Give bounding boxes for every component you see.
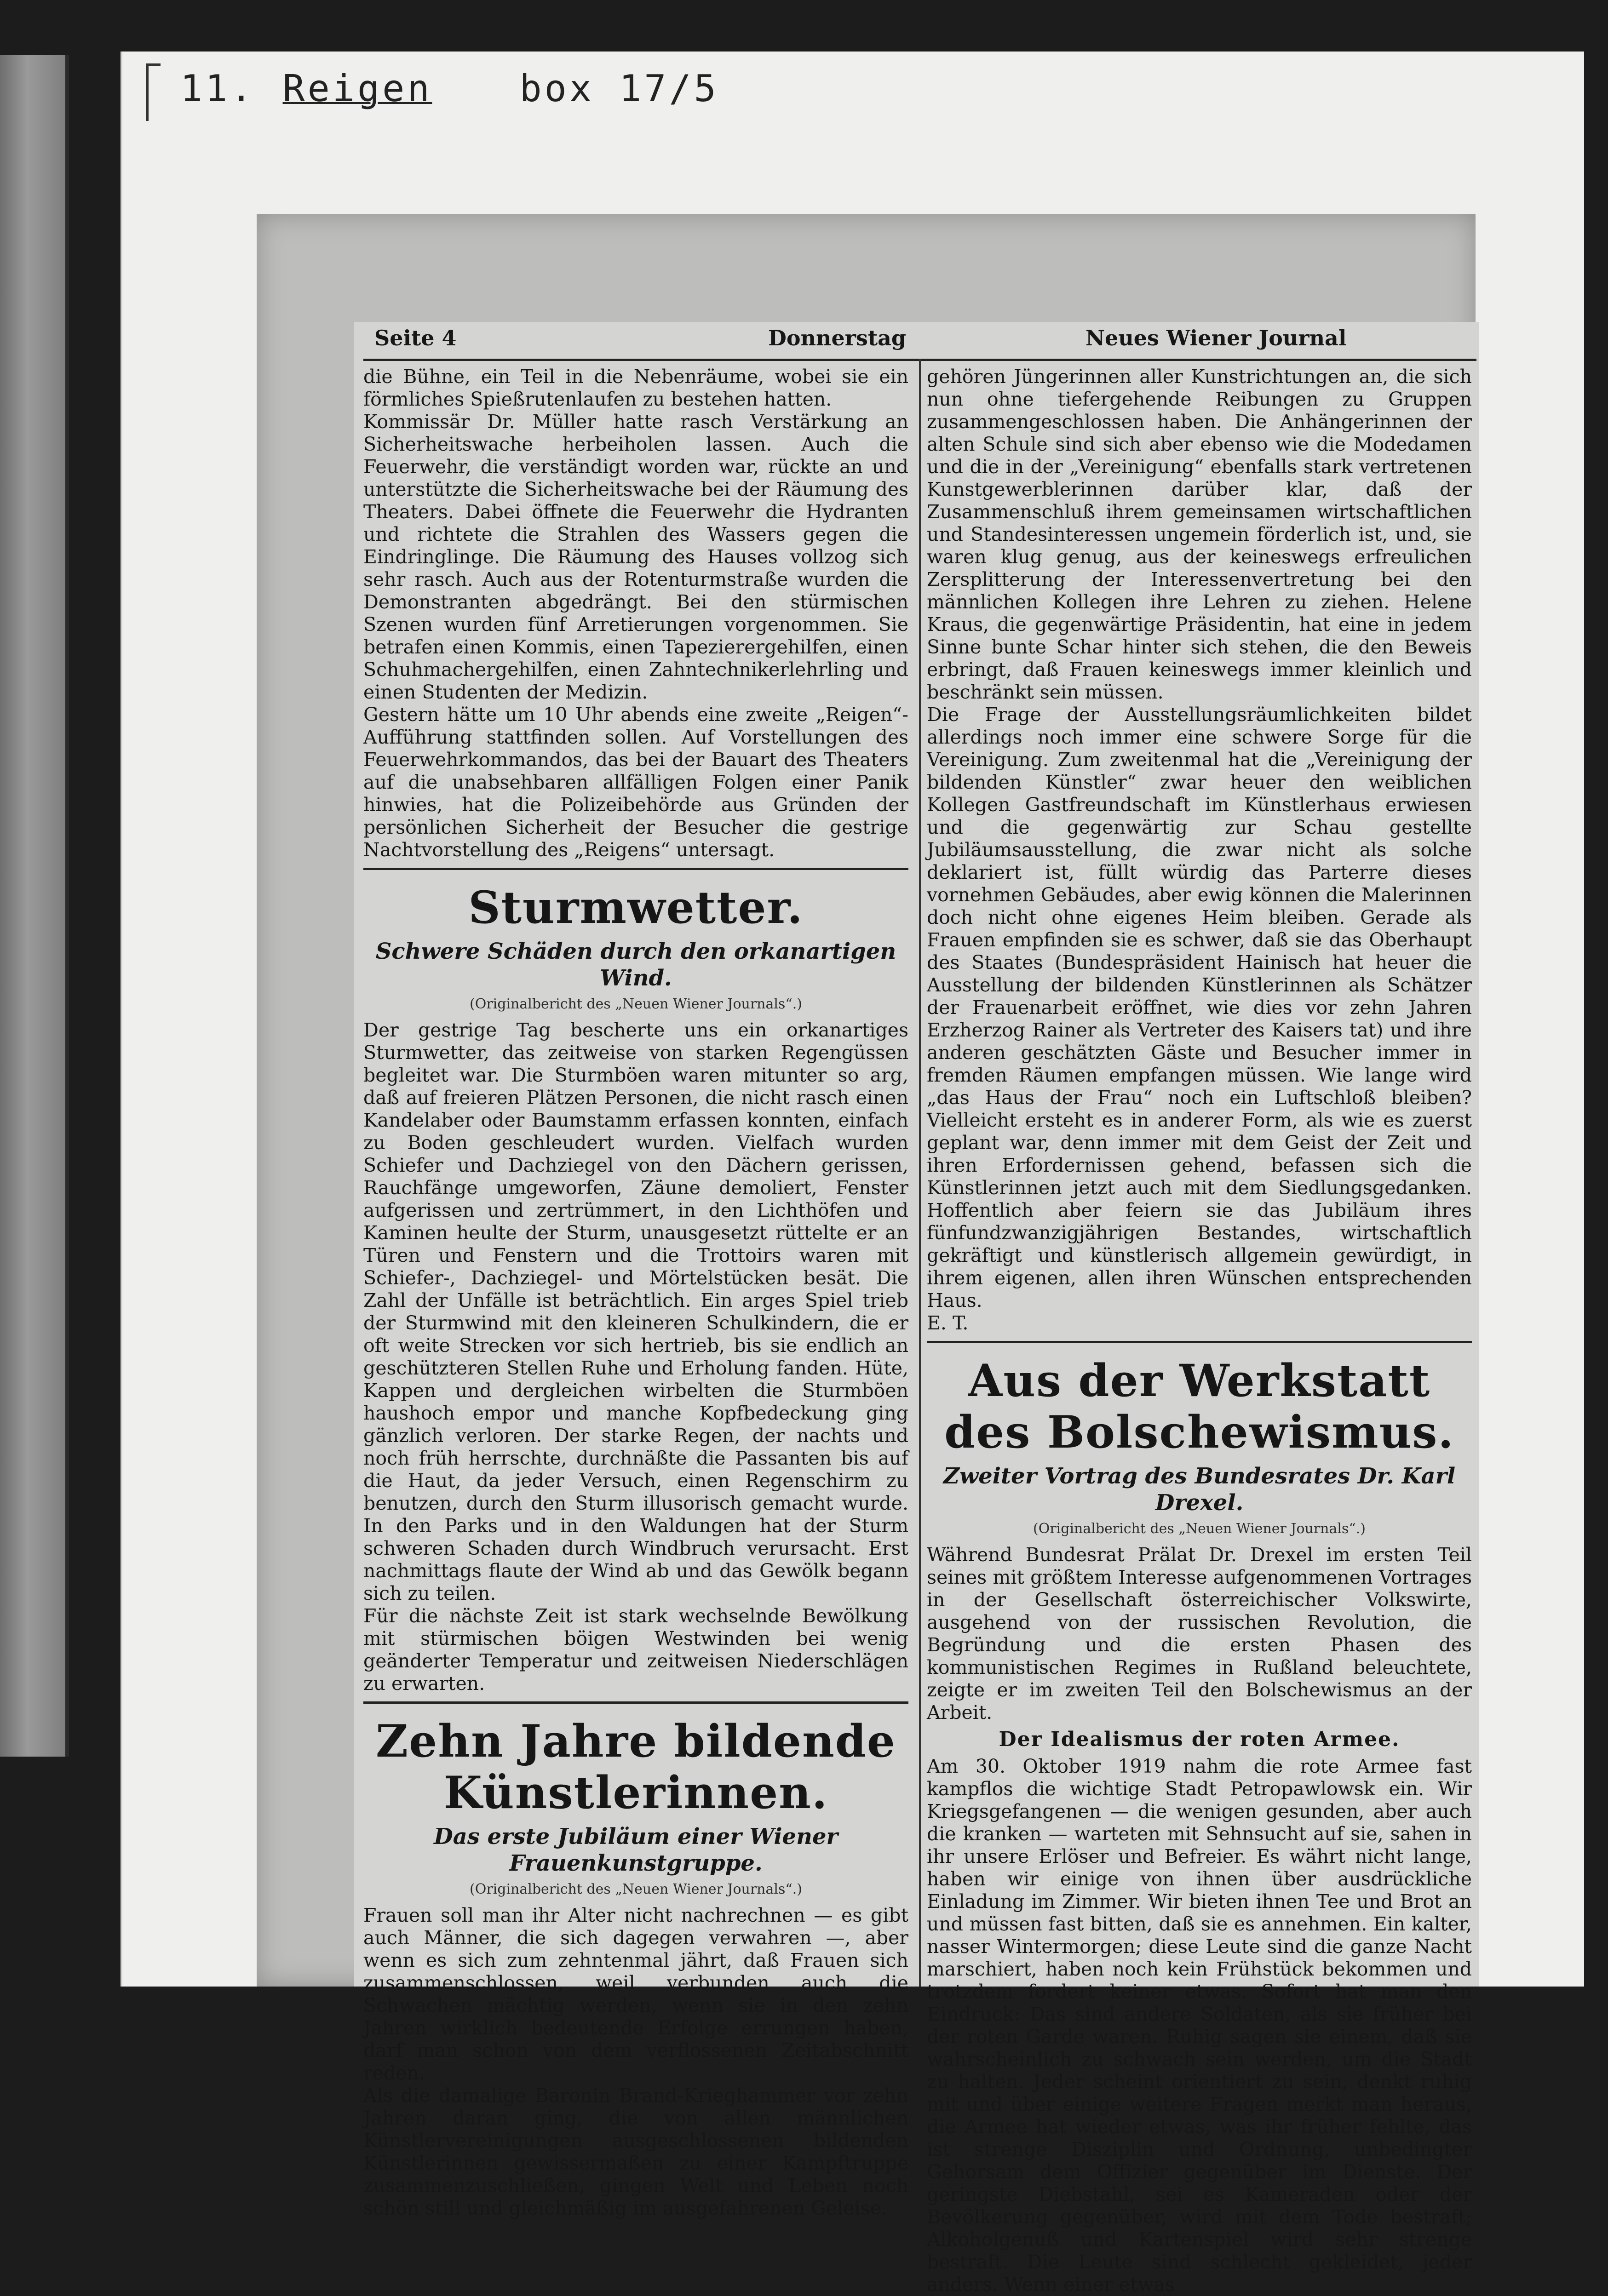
paragraph: Kommissär Dr. Müller hatte rasch Verstärkung an Sicherheitswache herbeiholen lassen. Auch die Feuerwehr, die verständigt worden war, rückte an und unterstützte die Sicherheitswache bei der Räumung des Theaters. Dabei öffnete die Feuerwehr die Hydranten und richtete die Strahlen des Wassers gegen die Eindringlinge. Die Räumung des Hauses vollzog sich sehr rasch. Auch aus der Rotenturmstraße wurden die Demonstranten abgedrängt. Bei den stürmischen Szenen wurden fünf Arretierungen vorgenommen. Sie betrafen einen Kommis, einen Tapezierergehilfen, einen Schuhmachergehilfen, einen Zahntechnikerlehrling und einen Studenten der Medizin.	[363, 411, 908, 703]
paragraph: Die Frage der Ausstellungsräumlichkeiten bildet allerdings noch immer eine schwere Sorge für die Vereinigung. Zum zweitenmal hat die „Vereinigung der bildenden Künstler“ zwar heuer den weiblichen Kollegen Gastfreundschaft im Künstlerhaus erwiesen und die gegenwärtig zur Schau gestellte Jubiläumsausstellung, die zwar nicht als solche deklariert ist, füllt würdig das Parterre dieses vornehmen Gebäudes, aber ewig können die Malerinnen doch nicht ohne eigenes Heim bleiben. Gerade als Frauen empfinden sie es schwer, daß sie das Oberhaupt des Staates (Bundespräsident Hainisch hat heuer die Ausstellung der bildenden Künstlerinnen als Schätzer der Frauenarbeit eröffnet, wie dies vor zehn Jahren Erzherzog Rainer als Vertreter des Kaisers tat) und ihre anderen geschätzten Gäste und Besucher immer in fremden Räumen empfangen müssen. Wie lange wird „das Haus der Frau“ noch ein Luftschloß bleiben? Vielleicht ersteht es in anderer Form, als wie es zuerst geplant war, denn immer mit dem Geist der Zeit und ihren Erfordernissen gehend, befassen sich die Künstlerinnen jetzt auch mit dem Siedlungsgedanken. Hoffentlich aber feiern sie das Jubiläum ihres fünfundzwanzigjährigen Bestandes, wirtschaftlich gekräftigt und künstlerisch allgemein gewürdigt, in ihrem eigenen, allen ihren Wünschen entsprechenden Haus.	[927, 704, 1472, 1311]
paragraph: Gestern hätte um 10 Uhr abends eine zweite „Reigen“-Aufführung stattfinden sollen. Auf Vorstellungen des Feuerwehrkommandos, das bei der Bauart des Theaters auf die unabsehbaren allfälligen Folgen einer Panik hinwies, hat die Polizeibehörde aus Gründen der persönlichen Sicherheit der Besucher die gestrige Nachtvorstellung des „Reigens“ untersagt.	[363, 704, 908, 861]
article-credit: (Originalbericht des „Neuen Wiener Journals“.)	[1033, 1521, 1366, 1537]
paragraph: Am 30. Oktober 1919 nahm die rote Armee fast kampflos die wichtige Stadt Petropawlowsk ein. Wir Kriegsgefangenen — die wenigen gesunden, aber auch die kranken — warteten mit Sehnsucht auf sie, sahen in ihr unsere Erlöser und Befreier. Es währt nicht lange, haben wir einige von ihnen über ausdrückliche Einladung im Zimmer. Wir bieten ihnen Tee und Brot an und müssen fast bitten, daß sie es annehmen. Ein kalter, nasser Wintermorgen; diese Leute sind die ganze Nacht marschiert, haben noch kein Frühstück bekommen und trotzdem fordert keiner etwas. Sofort hat man den Eindruck: Das sind andere Soldaten, als sie früher bei der roten Garde waren. Ruhig sagen sie einem, daß sie wahrscheinlich zu schwach sein werden, um die Stadt zu halten. Jeder scheint orientiert zu sein, denkt ruhig mit und über einige weitere Fragen merkt man heraus, die Armee hat wieder etwas, was ihr früher fehlte, das ist strenge Disziplin und Ordnung, unbedingter Gehorsam dem Offizier gegenüber im Dienste. Der geringste Diebstahl, sei es Kameraden oder der Bevölkerung gegenüber, wird mit dem Tode bestraft; Alkoholgenuß und Kartenspiel wird sehr strenge bestraft. Die Leute sind schlecht gekleidet, jeder anders. Wenn einer etwas	[927, 1755, 1472, 2296]
article-headline: Sturmwetter.	[468, 882, 804, 933]
article-subhead: Zweiter Vortrag des Bundesrates Dr. Karl Drexel.	[943, 1463, 1456, 1516]
article-subhead: Schwere Schäden durch den orkanartigen Wind.	[375, 939, 896, 991]
section-rule	[363, 868, 908, 870]
article-headline: Aus der Werkstatt des Bolschewismus.	[944, 1355, 1454, 1458]
section-rule	[363, 1701, 908, 1704]
paragraph: Als die damalige Baronin Brand-Krieghammer vor zehn Jahren daran ging, die von allen männlichen Künstlervereinigungen ausgeschlossenen bildenden Künstlerinnen gewissermaßen zu einer Kampftruppe zusammenzuschließen, gingen Welt und Leben noch schön still und gleichmäßig im ausgefahrenen Geleise.	[363, 2084, 908, 2219]
article-credit: (Originalbericht des „Neuen Wiener Journals“.)	[470, 1881, 802, 1897]
masthead-paper: Neues Wiener Journal	[1085, 326, 1347, 350]
newspaper-page	[354, 322, 1479, 2296]
section-rule	[927, 1341, 1472, 1343]
article-headline: Zehn Jahre bildende Künstlerinnen.	[376, 1715, 896, 1819]
adjacent-card-edge	[0, 55, 69, 1757]
paragraph: die Bühne, ein Teil in die Nebenräume, wobei sie ein förmliches Spießrutenlaufen zu bestehen hatten.	[363, 366, 908, 410]
article-credit: (Originalbericht des „Neuen Wiener Journals“.)	[470, 996, 802, 1012]
article-subhead: Das erste Jubiläum einer Wiener Frauenkunstgruppe.	[434, 1824, 838, 1876]
page-number: Seite 4	[374, 326, 457, 350]
right-column	[927, 366, 1472, 2296]
card-number: 11.	[180, 67, 255, 110]
card-corner-mark	[146, 63, 161, 121]
masthead-day: Donnerstag	[768, 326, 907, 350]
column-rule	[919, 359, 921, 1987]
card-label	[180, 67, 719, 110]
paragraph: Der gestrige Tag bescherte uns ein orkanartiges Sturmwetter, das zeitweise von starken Regengüssen begleitet war. Die Sturmböen waren mitunter so arg, daß auf freieren Plätzen Personen, die nicht rasch einen Kandelaber oder Baumstamm erfassen konnten, einfach zu Boden geschleudert wurden. Vielfach wurden Schiefer und Dachziegel von den Dächern gerissen, Rauchfänge umgeworfen, Zäune demoliert, Fenster aufgerissen und zertrümmert, in den Lichthöfen und Kaminen heulte der Sturm, unausgesetzt rüttelte er an Türen und Fenstern und die Trottoirs waren mit Schiefer-, Dachziegel- und Mörtelstücken besät. Die Zahl der Unfälle ist beträchtlich. Ein arges Spiel trieb der Sturmwind mit den kleineren Schulkindern, die er oft weite Strecken vor sich hertrieb, bis sie endlich an geschützteren Stellen Ruhe und Erholung fanden. Hüte, Kappen und dergleichen wirbelten die Sturmböen haushoch empor und manche Kopfbedeckung ging gänzlich verloren. Der starke Regen, der nachts und noch früh herrschte, durchnäßte die Passanten bis auf die Haut, da jeder Versuch, einen Regenschirm zu benutzen, durch den Sturm illusorisch gemacht wurde. In den Parks und in den Waldungen hat der Sturm schweren Schaden durch Windbruch verursacht. Erst nachmittags flaute der Wind ab und das Gewölk begann sich zu teilen.	[363, 1019, 908, 1604]
paragraph: Während Bundesrat Prälat Dr. Drexel im ersten Teil seines mit größtem Interesse aufgenommenen Vortrages in der Gesellschaft österreichischer Volkswirte, ausgehend von der russischen Revolution, die Begründung und die ersten Phasen des kommunistischen Regimes in Rußland beleuchtete, zeigte er im zweiten Teil den Bolschewismus an der Arbeit.	[927, 1544, 1472, 1723]
paragraph: gehören Jüngerinnen aller Kunstrichtungen an, die sich nun ohne tiefergehende Reibungen zu Gruppen zusammengeschlossen haben. Die Anhängerinnen der alten Schule sind sich aber ebenso wie die Modedamen und die in der „Vereinigung“ ebenfalls stark vertretenen Kunstgewerblerinnen darüber klar, daß der Zusammenschluß ihrem gemeinsamen wirtschaftlichen und Standesinteressen ungemein förderlich ist, und, sie waren klug genug, aus der keineswegs erfreulichen Zersplitterung der Interessenvertretung bei den männlichen Kollegen ihre Lehren zu ziehen. Helene Kraus, die gegenwärtige Präsidentin, hat eine in jedem Sinne bunte Schar hinter sich stehen, die den Beweis erbringt, daß Frauen keineswegs immer kleinlich und beschränkt sein müssen.	[927, 366, 1472, 703]
left-column	[363, 366, 908, 2219]
article-signature: E. T.	[927, 1312, 969, 1334]
article-crosshead: Der Idealismus der roten Armee.	[999, 1728, 1400, 1751]
masthead	[363, 326, 1476, 358]
card-title: Reigen	[282, 67, 432, 110]
paragraph: Frauen soll man ihr Alter nicht nachrechnen — es gibt auch Männer, die sich dagegen verwahren —, aber wenn es sich zum zehntenmal jährt, daß Frauen sich zusammenschlossen, weil verbunden auch die Schwachen mächtig werden, wenn sie in den zehn Jahren wirklich bedeutende Erfolge errungen haben, darf man schon von dem verflossenen Zeitabschnitt reden.	[363, 1904, 908, 2084]
paragraph: Für die nächste Zeit ist stark wechselnde Bewölkung mit stürmischen böigen Westwinden bei wenig geänderter Temperatur und zeitweisen Niederschlägen zu erwarten.	[363, 1605, 908, 1695]
card-box: box 17/5	[519, 67, 719, 110]
